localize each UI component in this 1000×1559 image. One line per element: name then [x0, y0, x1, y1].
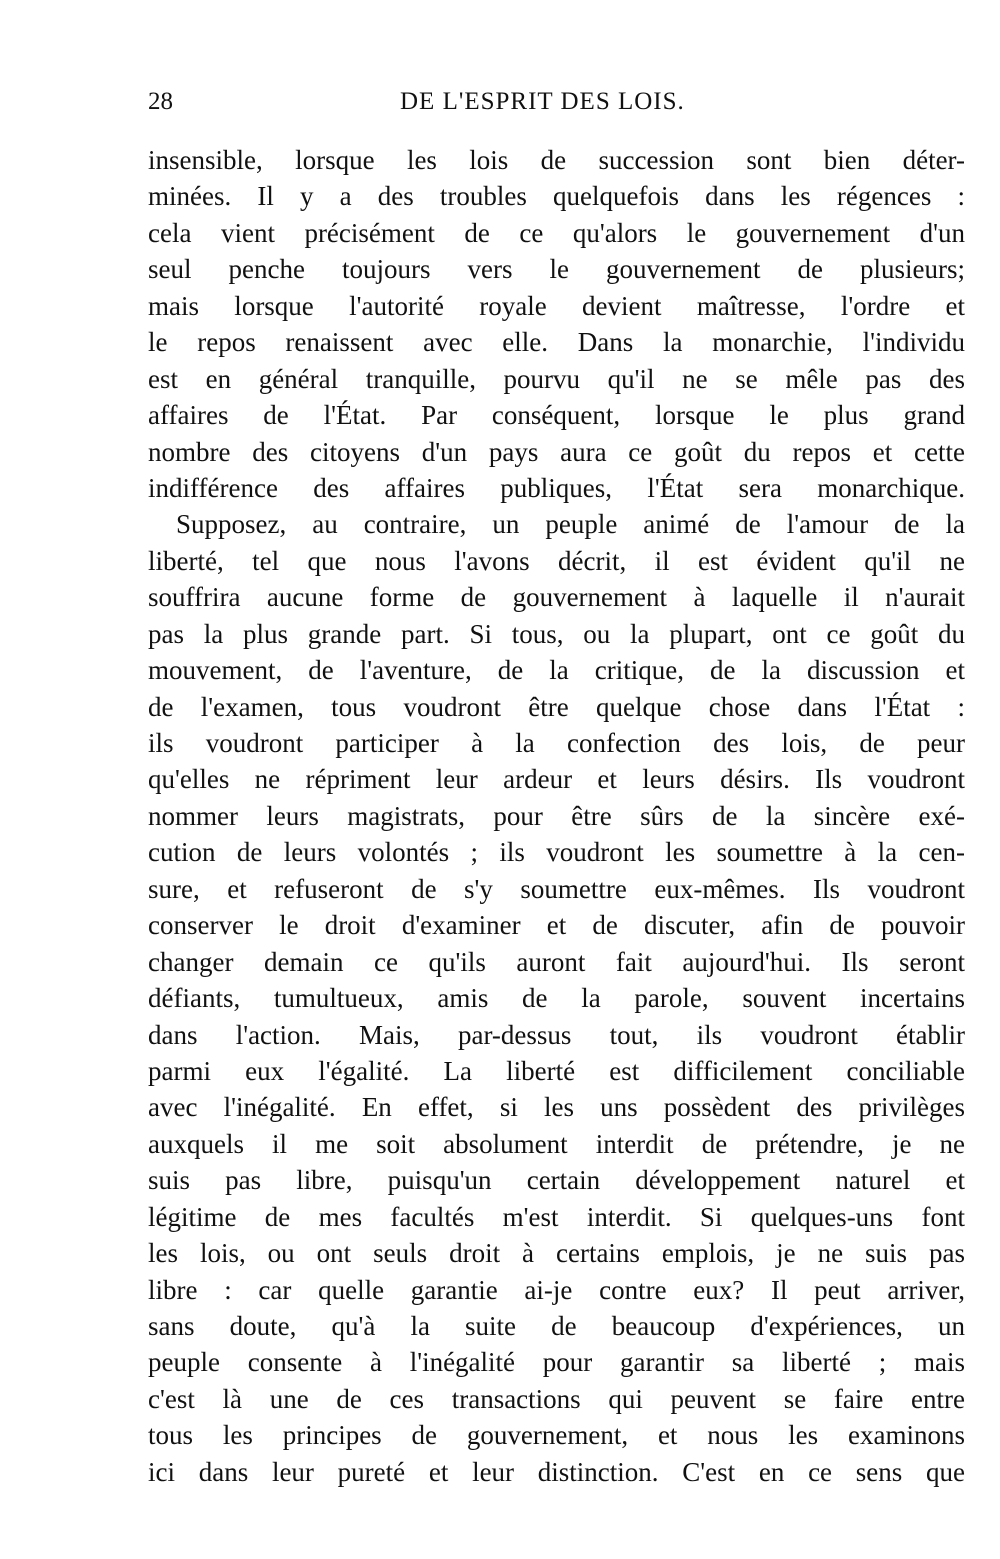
text-line: ils voudront participer à la confection des lois, de peur — [148, 728, 965, 758]
page-header — [148, 88, 718, 124]
text-line: les lois, ou ont seuls droit à certains emplois, je ne suis pas — [148, 1238, 965, 1269]
text-line: c'est là une de ces transactions qui peuvent se faire entre — [148, 1383, 965, 1414]
text-line: mouvement, de l'aventure, de la critique, de la discussion et — [148, 655, 965, 686]
text-line: insensible, lorsque les lois de succession sont bien déter- — [148, 145, 965, 175]
text-line: tous les principes de gouvernement, et nous les examinons — [148, 1420, 965, 1451]
text-line: nommer leurs magistrats, pour être sûrs de la sincère exé- — [148, 800, 965, 831]
text-line: avec l'inégalité. En effet, si les uns possèdent des privilèges — [148, 1092, 965, 1123]
text-line: parmi eux l'égalité. La liberté est difficilement conciliable — [148, 1055, 965, 1086]
text-line: est en général tranquille, pourvu qu'il ne se mêle pas des — [148, 363, 965, 394]
text-line: conserver le droit d'examiner et de discuter, afin de pouvoir — [148, 910, 965, 941]
text-line: défiants, tumultueux, amis de la parole, souvent incertains — [148, 983, 965, 1014]
text-line: souffrira aucune forme de gouvernement à laquelle il n'aurait — [148, 582, 965, 613]
text-line: libre : car quelle garantie ai-je contre eux? Il peut arriver, — [148, 1274, 965, 1305]
text-line: de l'examen, tous voudront être quelque chose dans l'État : — [148, 691, 965, 722]
text-line: dans l'action. Mais, par-dessus tout, ils voudront établir — [148, 1019, 965, 1050]
text-line: affaires de l'État. Par conséquent, lorsque le plus grand — [148, 400, 965, 431]
text-line: nombre des citoyens d'un pays aura ce goût du repos et cette — [148, 436, 965, 467]
text-line: le repos renaissent avec elle. Dans la monarchie, l'individu — [148, 327, 965, 358]
text-line: mais lorsque l'autorité royale devient maîtresse, l'ordre et — [148, 290, 965, 321]
page-number: 28 — [148, 88, 173, 115]
text-line: pas la plus grande part. Si tous, ou la plupart, ont ce goût du — [148, 618, 965, 649]
text-line: peuple consente à l'inégalité pour garantir sa liberté ; mais — [148, 1347, 965, 1378]
text-line: ici dans leur pureté et leur distinction. C'est en ce sens que — [148, 1456, 965, 1487]
text-line: auxquels il me soit absolument interdit de prétendre, je ne — [148, 1128, 965, 1159]
text-line: changer demain ce qu'ils auront fait aujourd'hui. Ils seront — [148, 946, 965, 977]
text-line: seul penche toujours vers le gouvernement de plusieurs; — [148, 254, 965, 285]
text-line: sans doute, qu'à la suite de beaucoup d'expériences, un — [148, 1311, 965, 1341]
text-line: cution de leurs volontés ; ils voudront les soumettre à la cen- — [148, 837, 965, 868]
text-line: liberté, tel que nous l'avons décrit, il est évident qu'il ne — [148, 545, 965, 576]
text-line: sure, et refuseront de s'y soumettre eux-mêmes. Ils voudront — [148, 873, 965, 904]
text-line: qu'elles ne répriment leur ardeur et leurs désirs. Ils voudront — [148, 764, 965, 795]
text-line: légitime de mes facultés m'est interdit. Si quelques-uns font — [148, 1201, 965, 1232]
text-line: Supposez, au contraire, un peuple animé de l'amour de la — [176, 509, 965, 540]
text-line: indifférence des affaires publiques, l'État sera monarchique. — [148, 472, 965, 503]
text-line: suis pas libre, puisqu'un certain développement naturel et — [148, 1165, 965, 1196]
text-line: minées. Il y a des troubles quelquefois dans les régences : — [148, 181, 965, 212]
text-line: cela vient précisément de ce qu'alors le gouvernement d'un — [148, 217, 965, 248]
running-title: DE L'ESPRIT DES LOIS. — [400, 88, 685, 115]
body-text — [148, 142, 965, 1490]
